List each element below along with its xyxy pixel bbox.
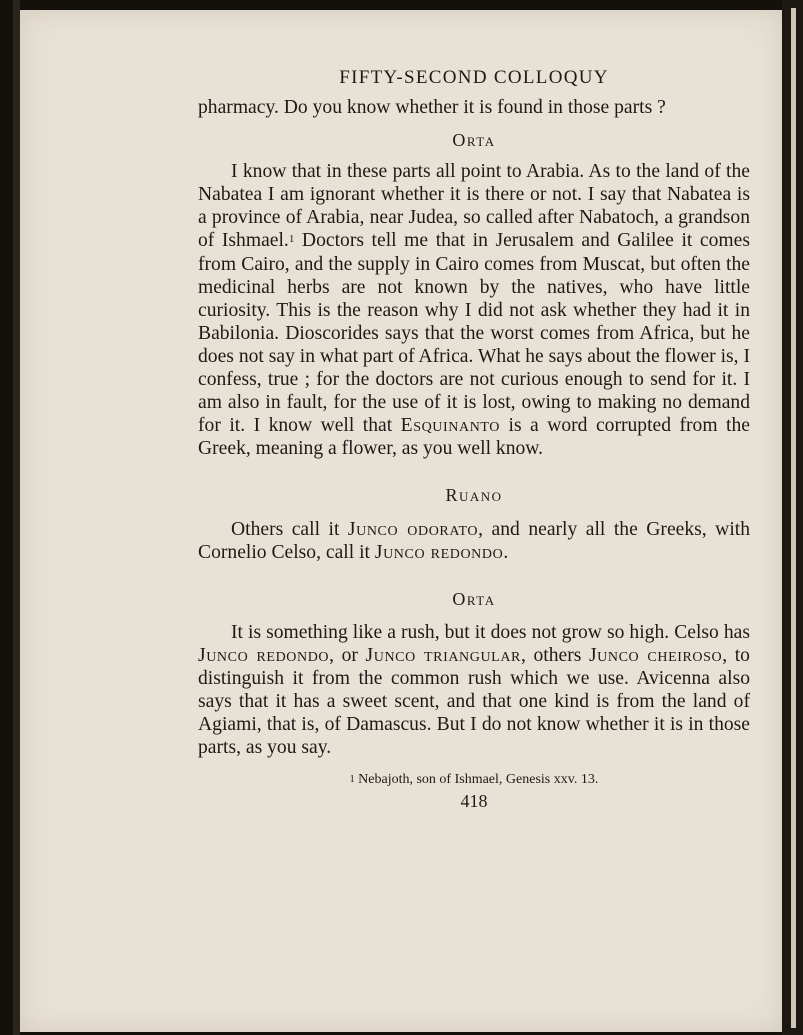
speaker-name: Ruano [445, 485, 503, 506]
paragraph-text: . [503, 541, 509, 563]
paragraph-ruano [198, 518, 750, 564]
footnote [198, 771, 750, 789]
small-caps-term: Esquinanto [400, 415, 501, 437]
paragraph-continued [198, 96, 750, 119]
small-caps-term: Junco cheiroso [588, 644, 723, 666]
paragraph-text: It is something like a rush, but it does not grow so high. Celso has [231, 621, 750, 643]
paragraph-orta-2 [198, 621, 750, 760]
small-caps-term: Junco redondo [198, 644, 330, 666]
page-number: 418 [460, 791, 488, 812]
running-header: FIFTY-SECOND COLLOQUY [339, 67, 609, 88]
speaker-name: Orta [452, 588, 496, 609]
paragraph-text: , to distinguish it from the common rush which we use. Avicenna also says that it has a sweet scent, and that one kind is from the land of Agiami, that is, of Damascus. But I do not know whether it is in those parts, as you say. [198, 644, 750, 759]
paragraph-text: , or [329, 644, 366, 666]
paragraph-text: Doctors tell me that in Jerusalem and Galilee it comes from Cairo, and the supply in Cairo comes from Muscat, but often the medicinal herbs are not known by the natives, who have little curiosity. This is the reason why I did not ask whether they had it in Babilonia. Dioscorides says that the worst comes from Africa, but he does not say in what part of Africa. What he says about the flower is, I confess, true ; for the doctors are not curious enough to send for it. I am also in fault, for the use of it is lost, owing to making no demand for it. I know well that [198, 230, 750, 437]
paragraph-text: , and nearly all the Greeks, with Cornelio Celso, call it [198, 518, 751, 563]
paragraph-text: I know that in these parts all point to Arabia. As to the land of the Nabatea I am ignorant whether it is there or not. I say that Nabatea is a province of Arabia, near Judea, so called after Nabatoch, a grandson of Ishmael. [198, 161, 750, 252]
paragraph-orta-1 [198, 160, 750, 460]
footnote-reference: 1 [288, 233, 295, 246]
small-caps-term: Junco redondo [374, 541, 504, 563]
book-gutter-edge [13, 0, 20, 1035]
page-text-block [198, 66, 750, 811]
paragraph-text: Others call it [231, 518, 348, 540]
page-stack-edge [782, 0, 803, 1035]
paragraph-text: pharmacy. Do you know whether it is found in those parts ? [198, 97, 666, 118]
footnote-number: 1 [349, 774, 355, 786]
small-caps-term: Junco triangular [365, 644, 521, 666]
paragraph-text: , others [521, 644, 589, 666]
paragraph-text: is a word corrupted from the Greek, meaning a flower, as you well know. [198, 415, 750, 460]
page-edge-strip [791, 8, 796, 1028]
speaker-name: Orta [452, 130, 496, 151]
footnote-text: Nebajoth, son of Ishmael, Genesis xxv. 13. [354, 772, 599, 788]
small-caps-term: Junco odorato [347, 518, 479, 540]
